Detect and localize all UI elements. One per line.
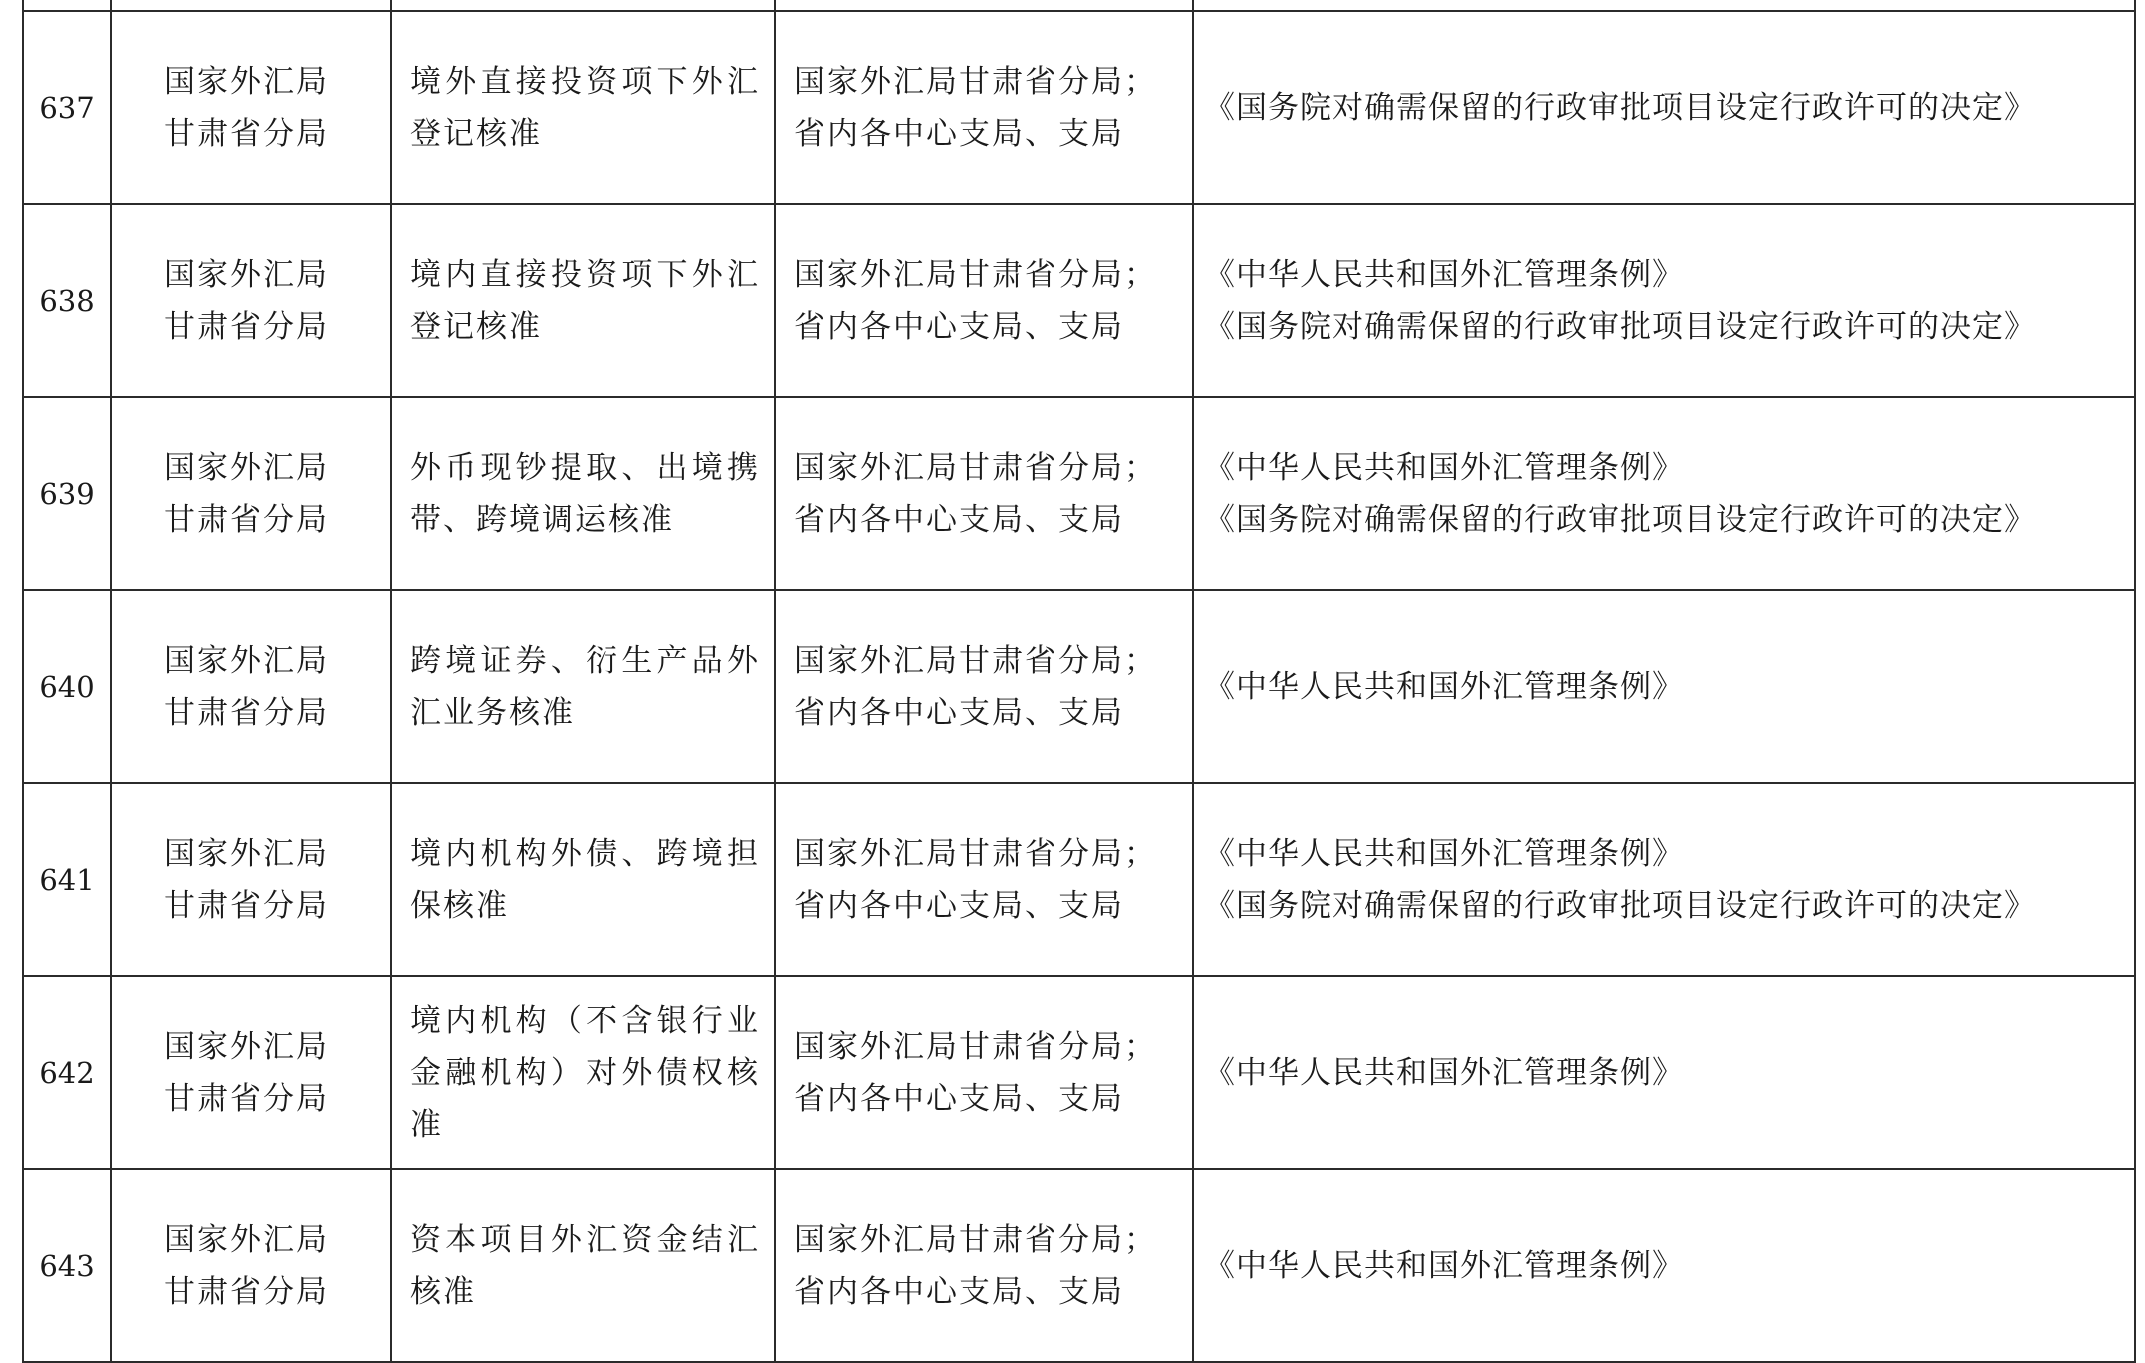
legal-basis-text: 《中华人民共和国外汇管理条例》 xyxy=(1204,256,1684,293)
implementing-agency-text: 省内各中心支局、支局 xyxy=(794,501,1124,538)
item-number: 638 xyxy=(39,283,95,318)
implementing-agency-cell xyxy=(775,1169,1193,1362)
table-row xyxy=(23,976,2135,1169)
implementing-agency-cell xyxy=(775,783,1193,976)
department-text: 甘肃省分局 xyxy=(164,1273,329,1310)
implementing-agency-text: 国家外汇局甘肃省分局； xyxy=(794,63,1157,100)
department-text: 国家外汇局 xyxy=(164,63,329,100)
approval-item-cell xyxy=(391,590,775,783)
item-number: 643 xyxy=(39,1248,95,1283)
table-row xyxy=(23,590,2135,783)
department-cell xyxy=(111,11,391,204)
stub-cell xyxy=(1193,0,2135,11)
legal-basis-text: 《国务院对确需保留的行政审批项目设定行政许可的决定》 xyxy=(1204,308,2036,345)
legal-basis-text: 《国务院对确需保留的行政审批项目设定行政许可的决定》 xyxy=(1204,501,2036,538)
legal-basis-text: 《中华人民共和国外汇管理条例》 xyxy=(1204,1247,1684,1284)
approval-item-cell xyxy=(391,976,775,1169)
implementing-agency-cell xyxy=(775,976,1193,1169)
department-cell xyxy=(111,204,391,397)
approval-item-text: 外币现钞提取、出境携带、跨境调运核准 xyxy=(410,449,760,538)
item-number: 640 xyxy=(39,669,95,704)
table-body xyxy=(23,0,2135,1362)
item-number-cell xyxy=(23,397,111,590)
implementing-agency-text: 国家外汇局甘肃省分局； xyxy=(794,1221,1157,1258)
item-number-cell xyxy=(23,11,111,204)
item-number-cell xyxy=(23,1169,111,1362)
department-text: 甘肃省分局 xyxy=(164,308,329,345)
table-row xyxy=(23,11,2135,204)
legal-basis-cell xyxy=(1193,976,2135,1169)
department-text: 甘肃省分局 xyxy=(164,887,329,924)
department-text: 国家外汇局 xyxy=(164,835,329,872)
implementing-agency-text: 省内各中心支局、支局 xyxy=(794,694,1124,731)
implementing-agency-text: 省内各中心支局、支局 xyxy=(794,887,1124,924)
legal-basis-text: 《国务院对确需保留的行政审批项目设定行政许可的决定》 xyxy=(1204,887,2036,924)
legal-basis-text: 《中华人民共和国外汇管理条例》 xyxy=(1204,835,1684,872)
department-text: 国家外汇局 xyxy=(164,642,329,679)
item-number-cell xyxy=(23,783,111,976)
department-cell xyxy=(111,976,391,1169)
table-row xyxy=(23,204,2135,397)
implementing-agency-text: 省内各中心支局、支局 xyxy=(794,1080,1124,1117)
approval-item-text: 境外直接投资项下外汇登记核准 xyxy=(410,63,760,152)
approval-item-cell xyxy=(391,204,775,397)
department-text: 国家外汇局 xyxy=(164,1221,329,1258)
legal-basis-text: 《中华人民共和国外汇管理条例》 xyxy=(1204,1054,1684,1091)
department-text: 甘肃省分局 xyxy=(164,694,329,731)
implementing-agency-text: 省内各中心支局、支局 xyxy=(794,308,1124,345)
item-number-cell xyxy=(23,204,111,397)
legal-basis-cell xyxy=(1193,590,2135,783)
department-cell xyxy=(111,397,391,590)
legal-basis-text: 《中华人民共和国外汇管理条例》 xyxy=(1204,449,1684,486)
legal-basis-cell xyxy=(1193,204,2135,397)
approval-item-cell xyxy=(391,1169,775,1362)
table-row xyxy=(23,783,2135,976)
implementing-agency-text: 省内各中心支局、支局 xyxy=(794,1273,1124,1310)
stub-cell xyxy=(391,0,775,11)
approval-item-cell xyxy=(391,783,775,976)
approval-item-text: 境内机构外债、跨境担保核准 xyxy=(410,835,760,924)
approval-item-cell xyxy=(391,11,775,204)
legal-basis-cell xyxy=(1193,1169,2135,1362)
department-cell xyxy=(111,1169,391,1362)
approval-item-text: 跨境证券、衍生产品外汇业务核准 xyxy=(410,642,760,731)
item-number: 642 xyxy=(39,1055,95,1090)
implementing-agency-text: 国家外汇局甘肃省分局； xyxy=(794,449,1157,486)
implementing-agency-text: 省内各中心支局、支局 xyxy=(794,115,1124,152)
implementing-agency-text: 国家外汇局甘肃省分局； xyxy=(794,1028,1157,1065)
approval-items-table-wrap xyxy=(22,0,2134,1363)
department-cell xyxy=(111,590,391,783)
legal-basis-cell xyxy=(1193,397,2135,590)
implementing-agency-cell xyxy=(775,590,1193,783)
approval-items-table xyxy=(22,0,2136,1363)
implementing-agency-cell xyxy=(775,204,1193,397)
department-text: 国家外汇局 xyxy=(164,1028,329,1065)
item-number-cell xyxy=(23,590,111,783)
implementing-agency-text: 国家外汇局甘肃省分局； xyxy=(794,642,1157,679)
implementing-agency-text: 国家外汇局甘肃省分局； xyxy=(794,256,1157,293)
stub-cell xyxy=(775,0,1193,11)
department-text: 甘肃省分局 xyxy=(164,115,329,152)
table-row-top-partial xyxy=(23,0,2135,11)
approval-item-text: 资本项目外汇资金结汇核准 xyxy=(410,1221,760,1310)
item-number: 637 xyxy=(39,90,95,125)
implementing-agency-text: 国家外汇局甘肃省分局； xyxy=(794,835,1157,872)
legal-basis-text: 《国务院对确需保留的行政审批项目设定行政许可的决定》 xyxy=(1204,89,2036,126)
department-cell xyxy=(111,783,391,976)
approval-item-text: 境内直接投资项下外汇登记核准 xyxy=(410,256,760,345)
legal-basis-cell xyxy=(1193,11,2135,204)
department-text: 国家外汇局 xyxy=(164,449,329,486)
table-row xyxy=(23,1169,2135,1362)
implementing-agency-cell xyxy=(775,397,1193,590)
stub-cell xyxy=(111,0,391,11)
department-text: 甘肃省分局 xyxy=(164,501,329,538)
item-number: 641 xyxy=(39,862,95,897)
legal-basis-text: 《中华人民共和国外汇管理条例》 xyxy=(1204,668,1684,705)
approval-item-text: 境内机构（不含银行业金融机构）对外债权核准 xyxy=(410,1002,760,1143)
item-number-cell xyxy=(23,976,111,1169)
item-number: 639 xyxy=(39,476,95,511)
approval-item-cell xyxy=(391,397,775,590)
legal-basis-cell xyxy=(1193,783,2135,976)
table-row xyxy=(23,397,2135,590)
stub-cell xyxy=(23,0,111,11)
implementing-agency-cell xyxy=(775,11,1193,204)
department-text: 甘肃省分局 xyxy=(164,1080,329,1117)
department-text: 国家外汇局 xyxy=(164,256,329,293)
